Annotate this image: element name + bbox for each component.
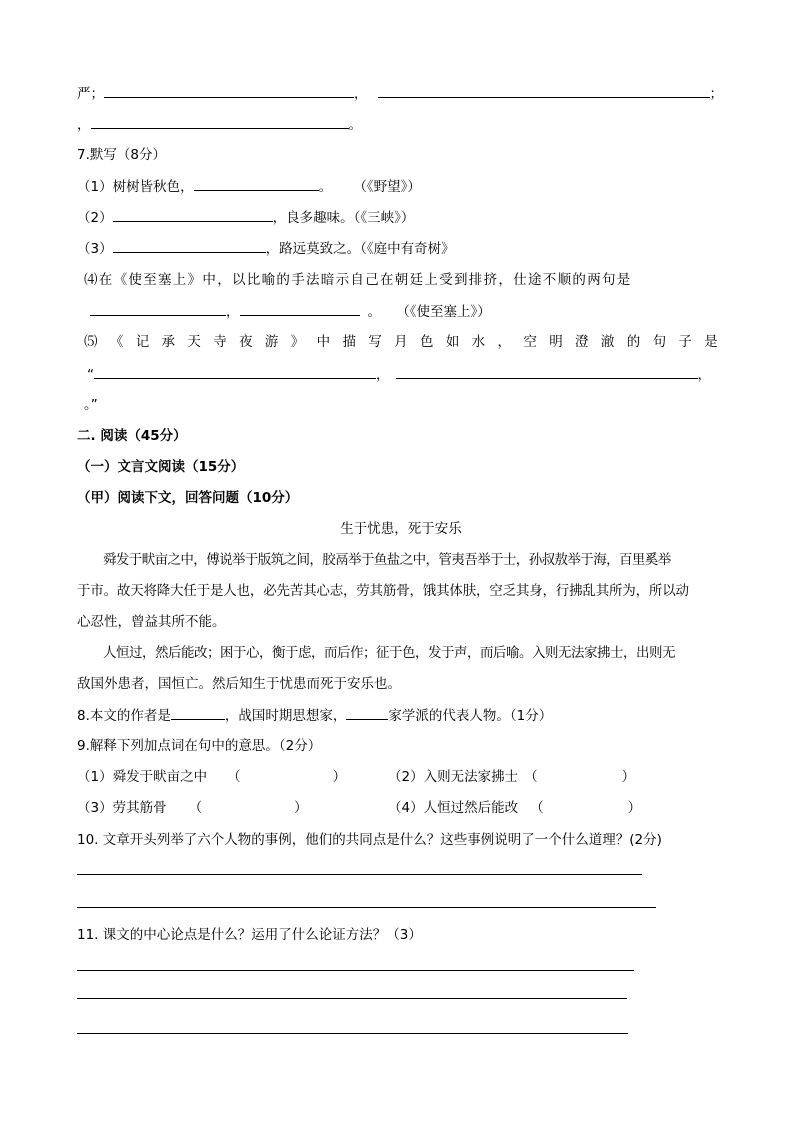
blank-answer[interactable] <box>240 302 360 316</box>
section-2-title: 二. 阅读（45分） <box>77 428 187 444</box>
question-7-item-5: ⑸ 《 记 承 天 寺 夜 游 》 中 描 写 月 色 如 水 ， 空 明 澄 澈 的 句 子 是 <box>84 334 718 350</box>
passage-line: 心忍性，曾益其所不能。 <box>77 614 226 630</box>
fill-line-top-1: 严； ， ； <box>77 86 723 102</box>
answer-line[interactable] <box>77 1033 628 1034</box>
blank-answer[interactable] <box>171 706 225 720</box>
blank-answer[interactable] <box>194 177 319 191</box>
question-9-item-3: （3）劳其筋骨 （ ） <box>77 800 308 816</box>
answer-line[interactable] <box>77 874 642 875</box>
answer-line[interactable] <box>77 970 634 971</box>
blank-answer[interactable] <box>346 706 388 720</box>
question-10: 10. 文章开头列举了六个人物的事例，他们的共同点是什么？这些事例说明了一个什么道理？(2分) <box>77 832 662 848</box>
answer-line[interactable] <box>77 907 656 908</box>
question-7-title: 7.默写（8分） <box>77 147 166 163</box>
question-9-title: 9.解释下列加点词在句中的意思。（2分） <box>77 738 322 754</box>
section-2-subtitle-2: （甲）阅读下文，回答问题（10分） <box>77 490 299 506</box>
question-7-item-1: （1）树树皆秋色， 。 （《野望》） <box>77 179 421 195</box>
question-9-item-2: （2）入则无法家拂士 （ ） <box>388 769 636 785</box>
passage-line: 于市。故天将降大任于是人也，必先苦其心志，劳其筋骨，饿其体肤，空乏其身，行拂乱其所为，所以动 <box>77 583 689 599</box>
passage-line: 敌国外患者，国恒亡。然后知生于忧患而死于安乐也。 <box>77 676 401 692</box>
blank-answer[interactable] <box>94 365 376 379</box>
section-2-subtitle-1: （一）文言文阅读（15分） <box>77 459 245 475</box>
question-7-item-3: （3） ，路远莫致之。（《庭中有奇树》 <box>77 241 455 257</box>
blank-answer[interactable] <box>378 84 710 98</box>
blank-answer[interactable] <box>113 239 266 253</box>
blank-answer[interactable] <box>396 365 698 379</box>
blank-answer[interactable] <box>91 115 349 129</box>
question-8: 8.本文的作者是 ，战国时期思想家， 家学派的代表人物。（1分） <box>77 708 553 724</box>
question-7-item-5-end: 。” <box>84 397 98 413</box>
question-9-item-1: （1）舜发于畎亩之中 （ ） <box>77 769 347 785</box>
passage-line: 舜发于畎亩之中，傅说举于版筑之间，胶鬲举于鱼盐之中，管夷吾举于士，孙叔敖举于海，百里奚举 <box>103 552 671 568</box>
fill-line-top-2: ， 。 <box>77 117 362 133</box>
passage-line: 人恒过，然后能改；困于心，衡于虑，而后作；征于色，发于声，而后喻。入则无法家拂士，出则无 <box>103 645 675 661</box>
blank-answer[interactable] <box>104 84 354 98</box>
question-7-item-4: ⑷在《使至塞上》中，以比喻的手法暗示自己在朝廷上受到排挤，仕途不顺的两句是 <box>84 272 632 288</box>
question-7-item-5-blanks: “ ， ， <box>87 367 711 383</box>
question-7-item-2: （2） ，良多趣味。（《三峡》） <box>77 210 415 226</box>
answer-line[interactable] <box>77 998 627 999</box>
question-7-item-4-blanks: ， 。 （《使至塞上》） <box>90 302 491 321</box>
blank-answer[interactable] <box>113 208 273 222</box>
question-11: 11. 课文的中心论点是什么？运用了什么论证方法？（3） <box>77 927 422 943</box>
passage-title: 生于忧患，死于安乐 <box>340 521 462 537</box>
blank-answer[interactable] <box>90 302 226 316</box>
question-9-item-4: （4）人恒过然后能改 （ ） <box>388 800 642 816</box>
